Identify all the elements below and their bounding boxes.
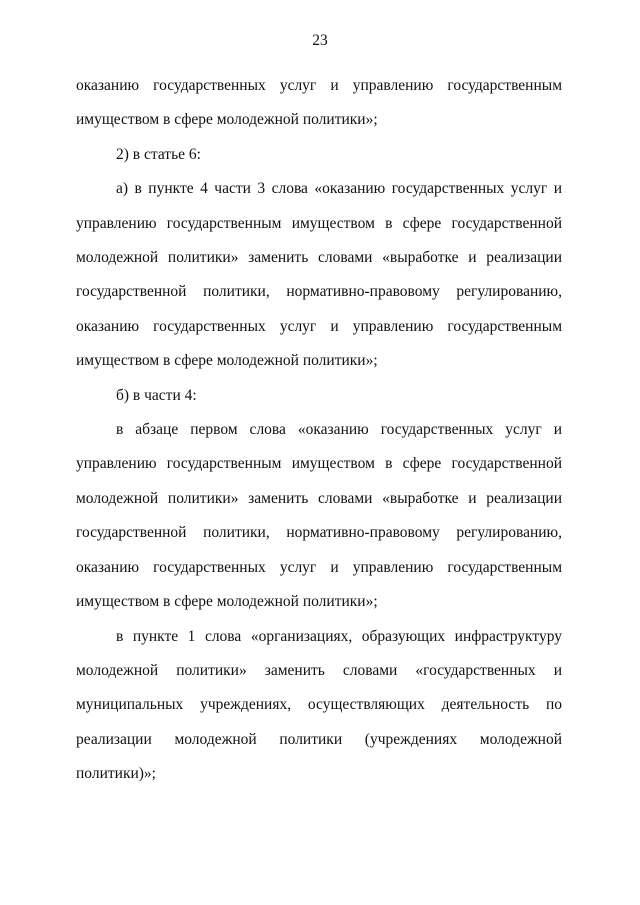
paragraph-item-2: 2) в статье 6: [116,145,201,163]
paragraph-abzac-first: в абзаце первом слова «оказанию государственных услуг и управлению государственным имуществом в сфере государственной молодежной политики» заменить словами «выработке и реализации государственной политики, нормативно-правовому регулированию, оказанию государственных услуг и управлению государственным имуществом в сфере молодежной политики»; [76,421,562,611]
paragraph-subitem-a: а) в пункте 4 части 3 слова «оказанию государственных услуг и управлению государственным имуществом в сфере государственной молодежной политики» заменить словами «выработке и реализации государственной политики, нормативно-правовому регулированию, оказанию государственных услуг и управлению государственным имуществом в сфере молодежной политики»; [76,180,562,370]
page-number: 23 [312,32,328,49]
paragraph-continuation: оказанию государственных услуг и управлению государственным имуществом в сфере молодежной политики»; [76,77,562,129]
paragraph-subitem-b: б) в части 4: [116,386,197,404]
paragraph-point-1: в пункте 1 слова «организациях, образующих инфраструктуру молодежной политики» заменить словами «государственных и муниципальных учреждениях, осуществляющих деятельность по реализации молодежной политики (учреждениях молодежной политики)»; [76,627,562,783]
document-body [76,69,562,792]
